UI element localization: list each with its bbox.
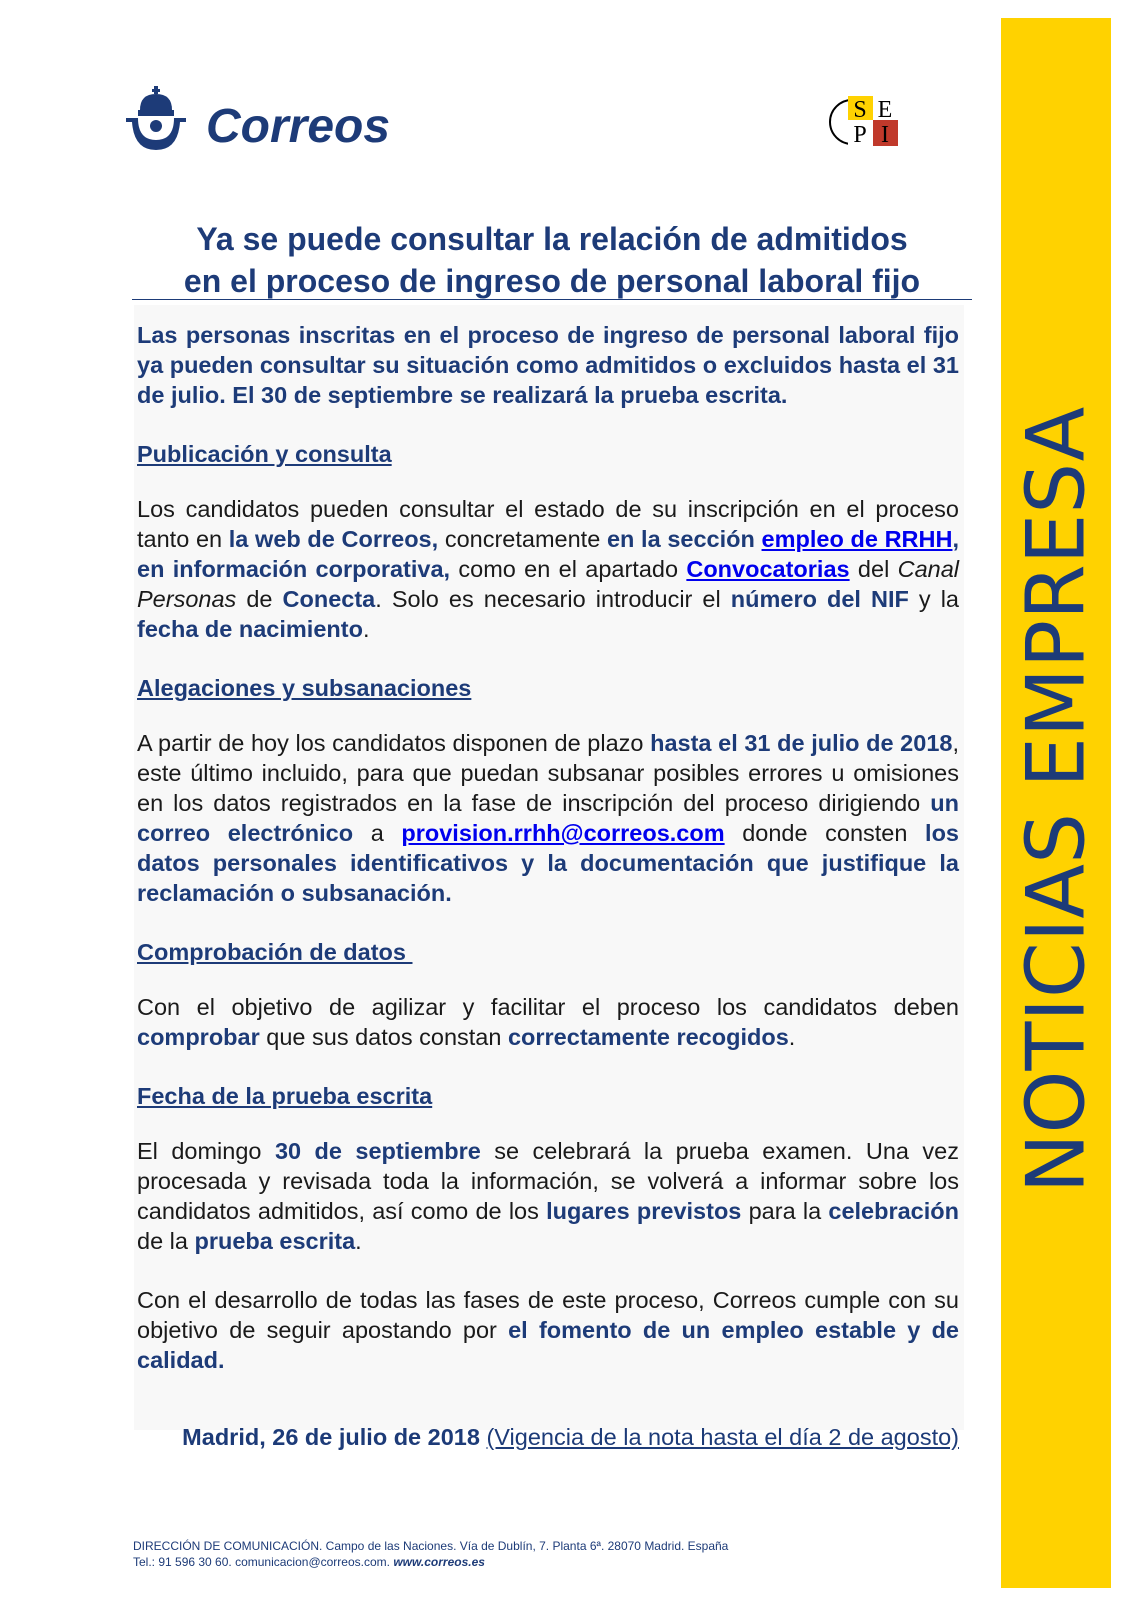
- paragraph-fecha: El domingo 30 de septiembre se celebrará la prueba examen. Una vez procesada y revisada toda la información, se volverá a informar sobre los candidatos admitidos, así como de los lugares previstos para la celebración de la prueba escrita.: [137, 1138, 959, 1254]
- sepi-letter-e: E: [877, 97, 893, 123]
- lead-paragraph: Las personas inscritas en el proceso de ingreso de personal laboral fijo ya pueden consultar su situación como admitidos o excluidos hasta el 31 de julio. El 30 de septiembre se realizará la prueba escrita.: [137, 322, 959, 408]
- footer-web-link[interactable]: www.correos.es: [393, 1555, 485, 1569]
- sepi-letter-s: S: [853, 97, 867, 123]
- footer: [133, 1538, 933, 1570]
- headline-divider: [132, 299, 972, 300]
- email-link-provision[interactable]: provision.rrhh@correos.com: [401, 820, 725, 846]
- headline-line-1: Ya se puede consultar la relación de admitidos: [196, 221, 908, 257]
- section-heading-fecha: Fecha de la prueba escrita: [137, 1083, 433, 1109]
- dateline-validity: (Vigencia de la nota hasta el día 2 de agosto): [486, 1424, 959, 1450]
- headline-line-2: en el proceso de ingreso de personal laboral fijo: [183, 263, 921, 299]
- sepi-letter-i: I: [881, 122, 889, 148]
- link-convocatorias[interactable]: Convocatorias: [686, 556, 850, 582]
- dateline: [137, 1424, 959, 1451]
- correos-logo: [124, 80, 424, 160]
- section-heading-publicacion: Publicación y consulta: [137, 441, 392, 467]
- paragraph-publicacion: Los candidatos pueden consultar el estado de su inscripción en el proceso tanto en la web de Correos, concretamente en la sección empleo de RRHH, en información corporativa, como en el apartado Convocatorias del Canal Personas de Conecta. Solo es necesario introducir el número del NIF y la fecha de nacimiento.: [137, 496, 960, 642]
- headline: [132, 218, 972, 302]
- paragraph-comprobacion: Con el objetivo de agilizar y facilitar el proceso los candidatos deben comprobar que sus datos constan correctamente recogidos.: [137, 994, 959, 1050]
- crown-posthorn-icon: [126, 86, 186, 150]
- article-body: [137, 320, 959, 1404]
- sepi-letter-p: P: [853, 122, 867, 148]
- sidebar-label: NOTICIAS EMPRESA: [1009, 406, 1103, 1194]
- section-heading-comprobacion: Comprobación de datos: [137, 939, 413, 965]
- paragraph-cierre: Con el desarrollo de todas las fases de este proceso, Correos cumple con su objetivo de seguir apostando por el fomento de un empleo estable y de calidad.: [137, 1287, 959, 1373]
- footer-contact: Tel.: 91 596 30 60. comunicacion@correos.com. www.correos.es: [133, 1555, 485, 1569]
- footer-address: DIRECCIÓN DE COMUNICACIÓN. Campo de las Naciones. Vía de Dublín, 7. Planta 6ª. 28070 Madrid. España: [133, 1539, 729, 1553]
- link-empleo-rrhh[interactable]: empleo de RRHH: [761, 526, 953, 552]
- correos-wordmark: Correos: [206, 100, 391, 153]
- section-heading-alegaciones: Alegaciones y subsanaciones: [137, 675, 472, 701]
- paragraph-alegaciones: A partir de hoy los candidatos disponen de plazo hasta el 31 de julio de 2018, este último incluido, para que puedan subsanar posibles errores u omisiones en los datos registrados en la fase de inscripción del proceso dirigiendo un correo electrónico a provision.rrhh@correos.com donde consten los datos personales identificativos y la documentación que justifique la reclamación o subsanación.: [137, 730, 960, 906]
- dateline-date: Madrid, 26 de julio de 2018: [182, 1424, 480, 1450]
- sepi-logo: [826, 86, 902, 158]
